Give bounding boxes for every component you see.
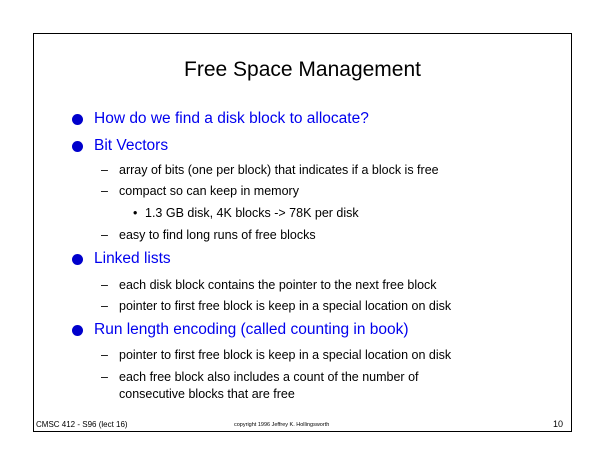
dash-marker: – [101, 184, 108, 198]
sub-bullet-text: 1.3 GB disk, 4K blocks -> 78K per disk [145, 206, 359, 220]
dash-text: each disk block contains the pointer to the next free block [119, 278, 437, 292]
dash-marker: – [101, 370, 108, 384]
dash-text: each free block also includes a count of the number of [119, 370, 419, 384]
sub-bullet-marker: • [133, 206, 138, 220]
dash-text: pointer to first free block is keep in a special location on disk [119, 299, 452, 313]
dash-marker: – [101, 299, 108, 313]
bullet-text: How do we find a disk block to allocate? [94, 110, 369, 127]
bullet-text: Run length encoding (called counting in book) [94, 321, 409, 338]
bullet-dot-icon [72, 114, 83, 125]
dash-text: array of bits (one per block) that indicates if a block is free [119, 163, 439, 177]
dash-marker: – [101, 278, 108, 292]
dash-text: compact so can keep in memory [119, 184, 299, 198]
dash-marker: – [101, 228, 108, 242]
dash-marker: – [101, 348, 108, 362]
bullet-dot-icon [72, 141, 83, 152]
bullet-dot-icon [72, 325, 83, 336]
slide-title: Free Space Management [184, 58, 421, 81]
bullet-dot-icon [72, 254, 83, 265]
dash-text: easy to find long runs of free blocks [119, 228, 316, 242]
page-number: 10 [553, 419, 564, 429]
dash-text: consecutive blocks that are free [119, 387, 295, 401]
bullet-text: Bit Vectors [94, 137, 169, 154]
dash-text: pointer to first free block is keep in a special location on disk [119, 348, 452, 362]
footer-copyright: copyright 1996 Jeffrey K. Hollingsworth [234, 422, 330, 428]
bullet-text: Linked lists [94, 250, 171, 267]
dash-marker: – [101, 163, 108, 177]
footer-course: CMSC 412 - S96 (lect 16) [36, 420, 128, 429]
